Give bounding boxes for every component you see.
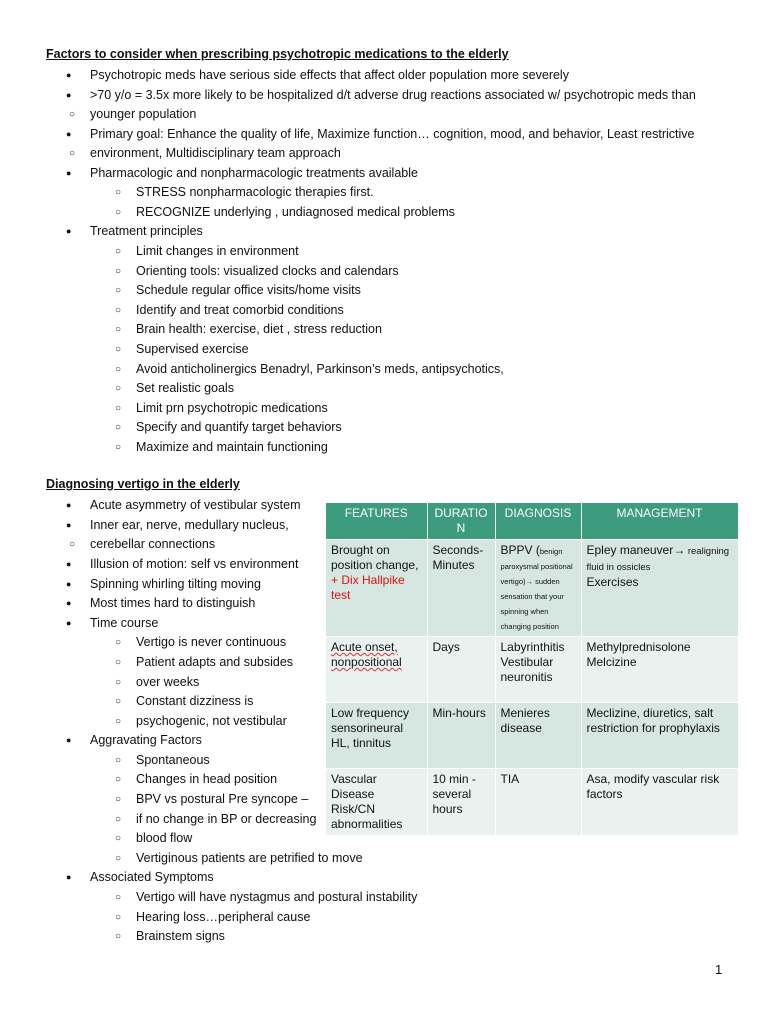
cell-features: Vascular Disease Risk/CN abnormalities <box>326 769 427 836</box>
cell-diagnosis: TIA <box>495 769 581 836</box>
cell-diagnosis <box>495 540 581 637</box>
sub-list-item: ○ Limit changes in environment <box>136 242 299 262</box>
list-item: ● Inner ear, nerve, medullary nucleus, <box>90 516 289 536</box>
cell-duration: 10 min - several hours <box>427 769 495 836</box>
management-extra: Exercises <box>586 575 639 589</box>
cell-duration: Days <box>427 637 495 703</box>
sub-list-item-continuation: ○ psychogenic, not vestibular <box>136 712 287 732</box>
cell-duration: Min-hours <box>427 703 495 769</box>
section-title-psychotropic: Factors to consider when prescribing psychotropic medications to the elderly <box>46 47 509 61</box>
cell-management: Meclizine, diuretics, salt restriction for prophylaxis <box>581 703 738 769</box>
sub-list-item: ○ Set realistic goals <box>136 379 234 399</box>
sub-list-item: ○ Spontaneous <box>136 751 210 771</box>
management-detail: realigning fluid in ossicles <box>586 546 730 573</box>
list-item-continuation: ○ environment, Multidisciplinary team approach <box>90 144 341 164</box>
management-text: Epley maneuver→ <box>586 543 686 557</box>
cell-features: Low frequency sensorineural HL, tinnitus <box>326 703 427 769</box>
diagnosis-detail: benign paroxysmal positional vertigo)→ sudden sensation that your spinning when changing position <box>500 547 573 631</box>
list-item: ● Primary goal: Enhance the quality of life, Maximize function… cognition, mood, and behavior, Least restrictive <box>90 125 694 145</box>
sub-list-item-continuation: ○ blood flow <box>136 829 192 849</box>
sub-list-item: ○ BPV vs postural Pre syncope – <box>136 790 308 810</box>
sub-list-item: ○ Patient adapts and subsides <box>136 653 293 673</box>
table-row <box>326 703 738 769</box>
sub-list-item: ○ Vertiginous patients are petrified to move <box>136 849 363 869</box>
list-item: ● Associated Symptoms <box>90 868 214 888</box>
list-item: ● Pharmacologic and nonpharmacologic treatments available <box>90 164 418 184</box>
cell-management: Asa, modify vascular risk factors <box>581 769 738 836</box>
sub-list-item: ○ Vertigo is never continuous <box>136 633 286 653</box>
section-title-vertigo: Diagnosing vertigo in the elderly <box>46 477 240 491</box>
col-header-management: MANAGEMENT <box>581 503 738 540</box>
list-item: ● Aggravating Factors <box>90 731 202 751</box>
sub-list-item: ○ Specify and quantify target behaviors <box>136 418 342 438</box>
sub-list-item: ○ Constant dizziness is <box>136 692 253 712</box>
list-item: ● >70 y/o = 3.5x more likely to be hospitalized d/t adverse drug reactions associated w/ psychotropic meds than <box>90 86 696 106</box>
sub-list-item: ○ Maximize and maintain functioning <box>136 438 328 458</box>
cell-duration: Seconds- Minutes <box>427 540 495 637</box>
col-header-diagnosis: DIAGNOSIS <box>495 503 581 540</box>
sub-list-item: ○ Avoid anticholinergics Benadryl, Parkinson’s meds, antipsychotics, <box>136 360 504 380</box>
vertigo-table <box>326 503 739 835</box>
list-item: ● Spinning whirling tilting moving <box>90 575 261 595</box>
list-item-continuation: ○ younger population <box>90 105 196 125</box>
sub-list-item-continuation: ○ if no change in BP or decreasing <box>136 810 316 830</box>
cell-diagnosis: Labyrinthitis Vestibular neuronitis <box>495 637 581 703</box>
sub-list-item: ○ RECOGNIZE underlying , undiagnosed medical problems <box>136 203 455 223</box>
list-item: ● Time course <box>90 614 158 634</box>
table-header-row <box>326 503 738 540</box>
list-item: ● Most times hard to distinguish <box>90 594 255 614</box>
sub-list-item-continuation: ○ over weeks <box>136 673 199 693</box>
sub-list-item: ○ STRESS nonpharmacologic therapies first. <box>136 183 374 203</box>
table-row <box>326 637 738 703</box>
list-item-continuation: ○ cerebellar connections <box>90 535 215 555</box>
sub-list-item: ○ Identify and treat comorbid conditions <box>136 301 344 321</box>
page-number: 1 <box>715 962 723 977</box>
sub-list-item: ○ Changes in head position <box>136 770 277 790</box>
dix-hallpike-note: + Dix Hallpike test <box>331 573 405 602</box>
cell-management: Methylprednisolone Melcizine <box>581 637 738 703</box>
cell-diagnosis: Menieres disease <box>495 703 581 769</box>
cell-features: Acute onset, nonpositional <box>326 637 427 703</box>
sub-list-item: ○ Supervised exercise <box>136 340 249 360</box>
sub-list-item: ○ Limit prn psychotropic medications <box>136 399 328 419</box>
table-row <box>326 769 738 836</box>
list-item: ● Illusion of motion: self vs environment <box>90 555 298 575</box>
list-item: ● Treatment principles <box>90 222 203 242</box>
cell-features <box>326 540 427 637</box>
diagnosis-text: BPPV ( <box>500 543 540 557</box>
table-row <box>326 540 738 637</box>
list-item: ● Acute asymmetry of vestibular system <box>90 496 300 516</box>
col-header-features: FEATURES <box>326 503 427 540</box>
cell-management <box>581 540 738 637</box>
col-header-duration: DURATIO N <box>427 503 495 540</box>
sub-list-item: ○ Schedule regular office visits/home visits <box>136 281 361 301</box>
list-item: ● Psychotropic meds have serious side effects that affect older population more severely <box>90 66 569 86</box>
features-text: Brought on position change, <box>331 543 419 572</box>
sub-list-item: ○ Orienting tools: visualized clocks and calendars <box>136 262 399 282</box>
sub-list-item: ○ Brain health: exercise, diet , stress reduction <box>136 320 382 340</box>
sub-list-item: ○ Brainstem signs <box>136 927 225 947</box>
sub-list-item: ○ Hearing loss…peripheral cause <box>136 908 310 928</box>
sub-list-item: ○ Vertigo will have nystagmus and postural instability <box>136 888 417 908</box>
